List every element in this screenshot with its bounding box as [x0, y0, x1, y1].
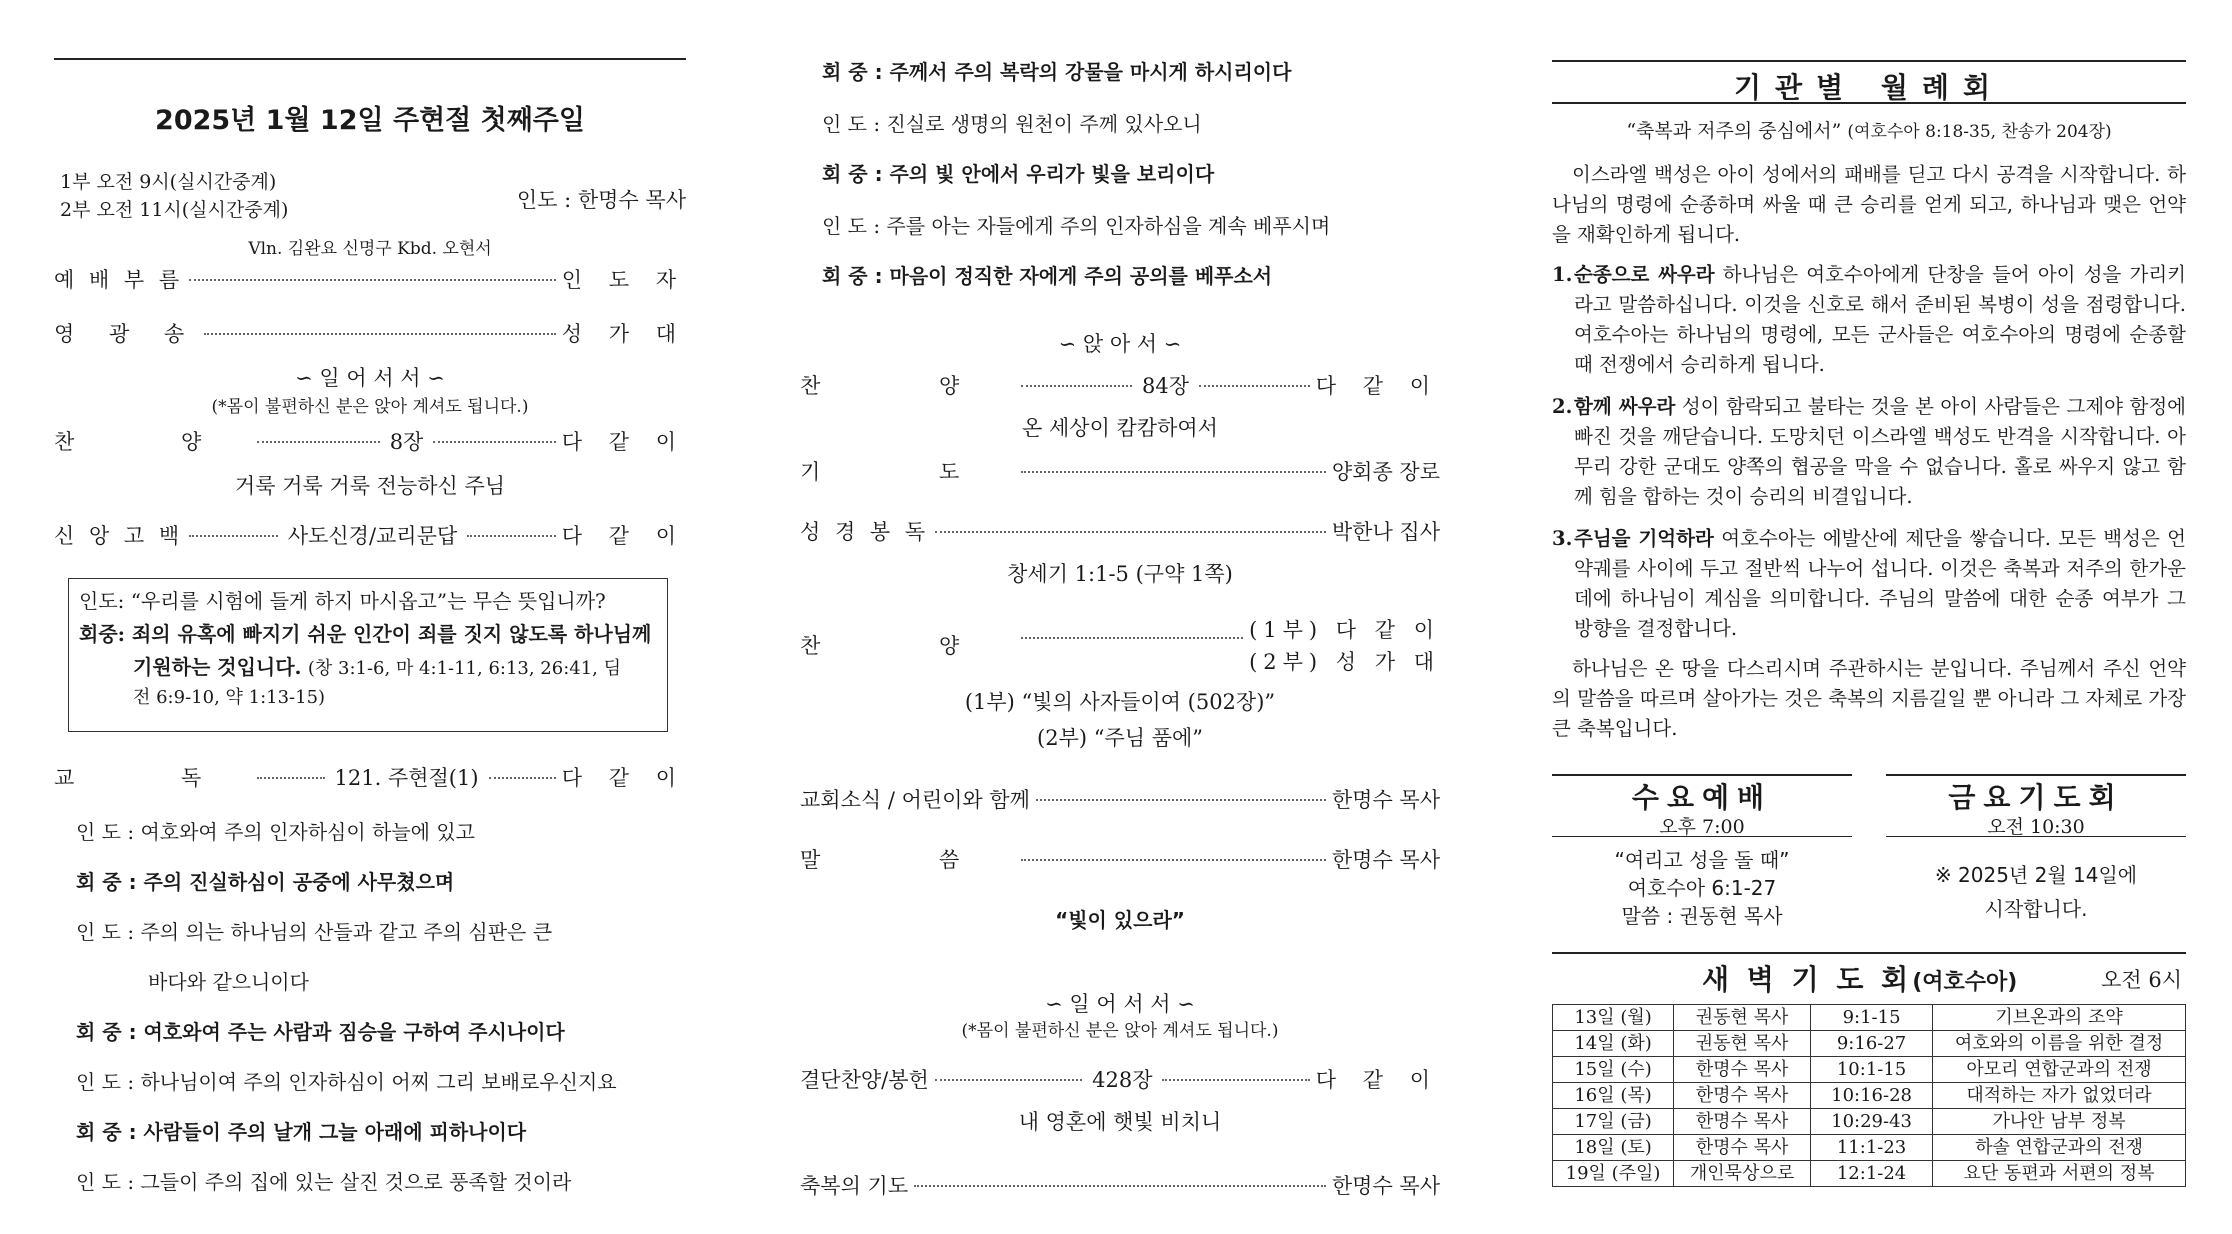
leader-dots — [1021, 385, 1132, 387]
schedule-row — [1553, 1109, 2186, 1135]
point-body: 여호수아는 에발산에 제단을 쌓습니다. 모든 백성은 언약궤를 사이에 두고 절반씩 나누어 섭니다. 이것은 축복과 저주의 한가운데에 하나님이 계심을 의미합니다. 주님의 말씀에 대한 순종 여부가 그 방향을 결정합니다. — [1574, 527, 2187, 640]
point-number: 1. — [1552, 263, 1573, 286]
item-right: 성 가 대 — [561, 322, 686, 346]
schedule-topic: 기브온과의 조약 — [1933, 1005, 2186, 1031]
schedule-date: 15일 (수) — [1553, 1057, 1674, 1083]
schedule-date: 18일 (토) — [1553, 1135, 1674, 1161]
fri-rule-bottom — [1886, 836, 2186, 837]
closing-paragraph: 하나님은 온 땅을 다스리시며 주관하시는 분입니다. 주님께서 주신 언약의 말씀을 따르며 살아가는 것은 축복의 지름길일 뿐 아니라 그 자체로 가장 큰 축복입니다. — [1552, 657, 2186, 740]
sermon-title: “빛이 있으라” — [1055, 908, 1185, 932]
schedule-row — [1553, 1057, 2186, 1083]
stand-note: (*몸이 불편하신 분은 앉아 계셔도 됩니다.) — [961, 1021, 1279, 1041]
reading-line: 회 중 : 주의 빛 안에서 우리가 빛을 보리이다 — [822, 162, 1215, 186]
wednesday-speaker: 말씀 : 권동현 목사 — [1621, 904, 1783, 928]
service-times — [60, 168, 288, 224]
item-mid: 8장 — [389, 430, 424, 454]
point-body-wrap — [1552, 524, 2186, 644]
point-3 — [1552, 524, 2186, 644]
item-mid: 84장 — [1142, 374, 1190, 398]
schedule-passage: 10:29-43 — [1811, 1109, 1933, 1135]
friday-prayer-note: ※ 2025년 2월 14일에 — [1934, 863, 2138, 887]
anthem-first-service: (1부) 다 같 이 — [1249, 618, 1440, 642]
catechism-box — [68, 578, 668, 732]
point-body: 하나님은 여호수아에게 단창을 들어 아이 성을 가리키라고 말씀하십니다. 이것을 신호로 해서 준비된 복병이 성을 점령합니다. 여호수아는 하나님의 명령에, 모든 군사들은 여호수아의 명령에 순종할 때 전쟁에서 승리하게 됩니다. — [1574, 263, 2186, 376]
musicians: Vln. 김완요 신명구 Kbd. 오현서 — [248, 239, 492, 259]
friday-prayer-time: 오전 10:30 — [1987, 816, 2085, 838]
schedule-row — [1553, 1161, 2186, 1187]
item-right: 다 같 이 — [1315, 374, 1441, 398]
prayer-item — [800, 456, 1440, 486]
item-label: 말 씀 — [800, 848, 1016, 872]
leader-dots — [935, 1079, 1082, 1081]
item-right: 박한나 집사 — [1331, 520, 1440, 544]
wed-rule-bottom — [1552, 836, 1852, 837]
announcements-item — [800, 784, 1440, 814]
leader-dots — [935, 531, 1326, 533]
sermon-item — [800, 844, 1440, 874]
point-2 — [1552, 392, 2186, 512]
gloria-patri — [54, 318, 686, 348]
item-mid: 사도신경/교리문답 — [287, 524, 458, 548]
item-right: 다 같 이 — [561, 430, 686, 454]
schedule-row — [1553, 1031, 2186, 1057]
section-rule-top — [1552, 60, 2186, 62]
item-right: 다 같 이 — [561, 524, 687, 548]
anthem-second-service: (2부) 성 가 대 — [1249, 650, 1440, 674]
order-of-worship-column-2 — [800, 0, 1440, 1234]
leader-dots — [914, 1185, 1326, 1187]
reading-line: 인 도 : 주의 의는 하나님의 산들과 같고 주의 심판은 큰 — [76, 920, 553, 944]
hymn-item — [54, 426, 686, 456]
dawn-prayer-schedule — [1552, 1004, 2186, 1187]
point-body: 성이 함락되고 불타는 것을 본 아이 사람들은 그제야 함정에 빠진 것을 깨닫습니다. 도망치던 이스라엘 백성도 반격을 시작합니다. 아무리 강한 군대도 양쪽의 협공을 막을 수 없습니다. 홀로 싸우지 않고 함께 힘을 합하는 것이 승리의 비결입니다. — [1574, 395, 2186, 508]
point-number: 2. — [1552, 395, 1573, 418]
wednesday-service-time: 오후 7:00 — [1659, 816, 1745, 838]
leader-dots — [1021, 637, 1243, 639]
reading-line: 인 도 : 진실로 생명의 원천이 주께 있사오니 — [822, 112, 1202, 136]
catechism-refs-cont: 전 6:9-10, 약 1:13-15) — [133, 687, 326, 708]
leader-dots — [257, 441, 379, 443]
schedule-passage: 10:16-28 — [1811, 1083, 1933, 1109]
catechism-refs: (창 3:1-6, 마 4:1-11, 6:13, 26:41, 딤 — [307, 658, 622, 679]
reading-line: 회 중 : 여호와여 주는 사람과 짐승을 구하여 주시나이다 — [76, 1020, 565, 1044]
wednesday-scripture: 여호수아 6:1-27 — [1627, 876, 1777, 900]
offering-item — [800, 1064, 1440, 1094]
schedule-topic: 요단 동편과 서편의 정복 — [1933, 1161, 2186, 1187]
leader-dots — [1021, 859, 1326, 861]
schedule-topic: 대적하는 자가 없었더라 — [1933, 1083, 2186, 1109]
leader-dots — [433, 441, 555, 443]
schedule-speaker: 권동현 목사 — [1674, 1031, 1811, 1057]
scripture-reading-item — [800, 516, 1440, 546]
point-body-wrap — [1552, 260, 2186, 380]
schedule-body — [1553, 1005, 2186, 1187]
point-1 — [1552, 260, 2186, 380]
point-heading: 순종으로 싸우라 — [1574, 263, 1715, 286]
leader-dots — [189, 535, 278, 537]
service-time-2: 2부 오전 11시(실시간중계) — [60, 199, 289, 221]
item-label: 결단찬양/봉헌 — [800, 1068, 929, 1092]
stand-note: (*몸이 불편하신 분은 앉아 계셔도 됩니다.) — [211, 397, 529, 417]
catechism-answer-end: 기원하는 것입니다. — [133, 655, 302, 679]
schedule-passage: 9:16-27 — [1811, 1031, 1933, 1057]
schedule-passage: 12:1-24 — [1811, 1161, 1933, 1187]
schedule-date: 17일 (금) — [1553, 1109, 1674, 1135]
announcements-column — [1552, 0, 2186, 1234]
hymn-title: 온 세상이 캄캄하여서 — [1022, 416, 1218, 440]
scripture-reference: 창세기 1:1-5 (구약 1쪽) — [1007, 562, 1233, 586]
friday-prayer-note-2: 시작합니다. — [1984, 897, 2088, 921]
schedule-passage: 9:1-15 — [1811, 1005, 1933, 1031]
reading-line: 인 도 : 여호와여 주의 인자하심이 하늘에 있고 — [76, 820, 475, 844]
benediction-item — [800, 1170, 1440, 1200]
item-label: 기 도 — [800, 460, 1016, 484]
leader-dots — [1162, 1079, 1309, 1081]
friday-prayer-title: 금요기도회 — [1948, 781, 2124, 814]
anthem-item — [800, 618, 1440, 694]
item-label: 찬 양 — [800, 634, 1016, 658]
schedule-topic: 여호와의 이름을 위한 결정 — [1933, 1031, 2186, 1057]
call-to-worship — [54, 264, 686, 294]
item-label: 교 독 — [54, 766, 252, 790]
leader-dots — [1199, 385, 1310, 387]
wednesday-service-body — [1552, 846, 1852, 930]
point-number: 3. — [1552, 527, 1573, 550]
anthem-title-2: (2부) “주님 품에” — [1037, 726, 1203, 750]
schedule-row — [1553, 1135, 2186, 1161]
item-right: 한명수 목사 — [1331, 1174, 1440, 1198]
hymn-title: 거룩 거룩 거룩 전능하신 주님 — [234, 474, 506, 498]
item-label: 찬 양 — [800, 374, 1016, 398]
item-right: 한명수 목사 — [1331, 788, 1440, 812]
reading-line: 회 중 : 주께서 주의 복락의 강물을 마시게 하시리이다 — [822, 60, 1292, 84]
responsive-reading-item — [54, 762, 686, 792]
schedule-topic: 하솔 연합군과의 전쟁 — [1933, 1135, 2186, 1161]
dawn-prayer-book: (여호수아) — [1912, 970, 2018, 995]
item-right: 인 도 자 — [561, 268, 686, 292]
reading-line: 회 중 : 주의 진실하심이 공중에 사무쳤으며 — [76, 870, 455, 894]
wednesday-sermon-title: “여리고 성을 돌 때” — [1614, 848, 1790, 872]
item-mid: 121. 주현절(1) — [334, 766, 479, 790]
point-body-wrap — [1552, 392, 2186, 512]
schedule-speaker: 한명수 목사 — [1674, 1057, 1811, 1083]
schedule-speaker: 한명수 목사 — [1674, 1083, 1811, 1109]
schedule-row — [1553, 1083, 2186, 1109]
schedule-passage: 10:1-15 — [1811, 1057, 1933, 1083]
schedule-speaker: 한명수 목사 — [1674, 1135, 1811, 1161]
item-label: 신 앙 고 백 — [54, 524, 184, 548]
page-title: 2025년 1월 12일 주현절 첫째주일 — [155, 105, 585, 136]
stand-instruction: ∽ 일 어 서 서 ∽ — [295, 366, 445, 390]
item-label: 성 경 봉 독 — [800, 520, 930, 544]
service-leader: 인도 : 한명수 목사 — [516, 188, 686, 212]
item-label: 축복의 기도 — [800, 1174, 909, 1198]
creed-item — [54, 520, 686, 550]
leader-dots — [189, 279, 556, 281]
top-rule — [54, 58, 686, 60]
item-label: 예 배 부 름 — [54, 268, 184, 292]
item-label: 찬 양 — [54, 430, 252, 454]
theme-reference: (여호수아 8:18-35, 찬송가 204장) — [1847, 122, 2112, 142]
catechism-answer: 회중: 죄의 유혹에 빠지기 쉬운 인간이 죄를 짓지 않도록 하나님께 — [79, 622, 652, 646]
schedule-passage: 11:1-23 — [1811, 1135, 1933, 1161]
stand-instruction: ∽ 일 어 서 서 ∽ — [1045, 992, 1195, 1016]
order-of-worship-column — [54, 0, 686, 1234]
reading-line: 인 도 : 주를 아는 자들에게 주의 인자하심을 계속 베푸시며 — [822, 214, 1331, 238]
item-label: 교회소식 / 어린이와 함께 — [800, 788, 1030, 812]
schedule-date: 16일 (목) — [1553, 1083, 1674, 1109]
leader-dots — [204, 333, 556, 335]
wednesday-service-title: 수요예배 — [1631, 781, 1773, 814]
schedule-date: 19일 (주일) — [1553, 1161, 1674, 1187]
point-heading: 함께 싸우라 — [1574, 395, 1676, 418]
reading-line: 인 도 : 그들이 주의 집에 있는 살진 것으로 풍족할 것이라 — [76, 1170, 572, 1194]
section-title: 기관별 월례회 — [1733, 71, 2005, 104]
theme-title: “축복과 저주의 중심에서” — [1626, 120, 1842, 142]
sit-instruction: ∽ 앉 아 서 ∽ — [1058, 332, 1182, 356]
schedule-speaker: 권동현 목사 — [1674, 1005, 1811, 1031]
theme-line — [1552, 116, 2186, 143]
dawn-prayer-time: 오전 6시 — [2101, 968, 2182, 992]
catechism-answer-cont — [79, 651, 657, 685]
schedule-date: 14일 (화) — [1553, 1031, 1674, 1057]
leader-dots — [489, 777, 556, 779]
leader-dots — [467, 535, 556, 537]
intro-paragraph: 이스라엘 백성은 아이 성에서의 패배를 딛고 다시 공격을 시작합니다. 하나님의 명령에 순종하며 싸울 때 큰 승리를 얻게 되고, 하나님과 맺은 언약을 재확인하게 됩니다. — [1552, 163, 2186, 246]
item-label: 영 광 송 — [54, 322, 199, 346]
reading-line: 바다와 같으니이다 — [148, 970, 309, 994]
schedule-topic: 아모리 연합군과의 전쟁 — [1933, 1057, 2186, 1083]
dawn-prayer-title: 새 벽 기 도 회 — [1702, 963, 1913, 996]
schedule-speaker: 개인묵상으로 — [1674, 1161, 1811, 1187]
hymn-item — [800, 370, 1440, 400]
item-right: 한명수 목사 — [1331, 848, 1440, 872]
leader-dots — [257, 777, 324, 779]
leader-dots — [1036, 799, 1326, 801]
item-right: 다 같 이 — [561, 766, 687, 790]
dawn-rule-top — [1552, 952, 2186, 954]
reading-line: 인 도 : 하나님이여 주의 인자하심이 어찌 그리 보배로우신지요 — [76, 1070, 617, 1094]
item-mid: 428장 — [1092, 1068, 1153, 1092]
reading-line: 회 중 : 사람들이 주의 날개 그늘 아래에 피하나이다 — [76, 1120, 527, 1144]
anthem-choirs — [1249, 614, 1440, 678]
anthem-title-1: (1부) “빛의 사자들이여 (502장)” — [964, 690, 1276, 714]
schedule-topic: 가나안 남부 정복 — [1933, 1109, 2186, 1135]
point-heading: 주님을 기억하라 — [1574, 527, 1714, 550]
dawn-prayer-heading — [1702, 958, 2017, 998]
offering-hymn-title: 내 영혼에 햇빛 비치니 — [1018, 1110, 1222, 1134]
leader-dots — [1021, 471, 1326, 473]
service-time-1: 1부 오전 9시(실시간중계) — [60, 171, 277, 193]
catechism-question: 인도: “우리를 시험에 들게 하지 마시옵고”는 무슨 뜻입니까? — [79, 589, 606, 613]
schedule-date: 13일 (월) — [1553, 1005, 1674, 1031]
schedule-row — [1553, 1005, 2186, 1031]
item-right: 다 같 이 — [1315, 1068, 1441, 1092]
item-right: 양회종 장로 — [1331, 460, 1440, 484]
schedule-speaker: 한명수 목사 — [1674, 1109, 1811, 1135]
reading-line: 회 중 : 마음이 정직한 자에게 주의 공의를 베푸소서 — [822, 264, 1273, 288]
friday-prayer-body — [1886, 858, 2186, 926]
section-rule-bottom — [1552, 102, 2186, 104]
